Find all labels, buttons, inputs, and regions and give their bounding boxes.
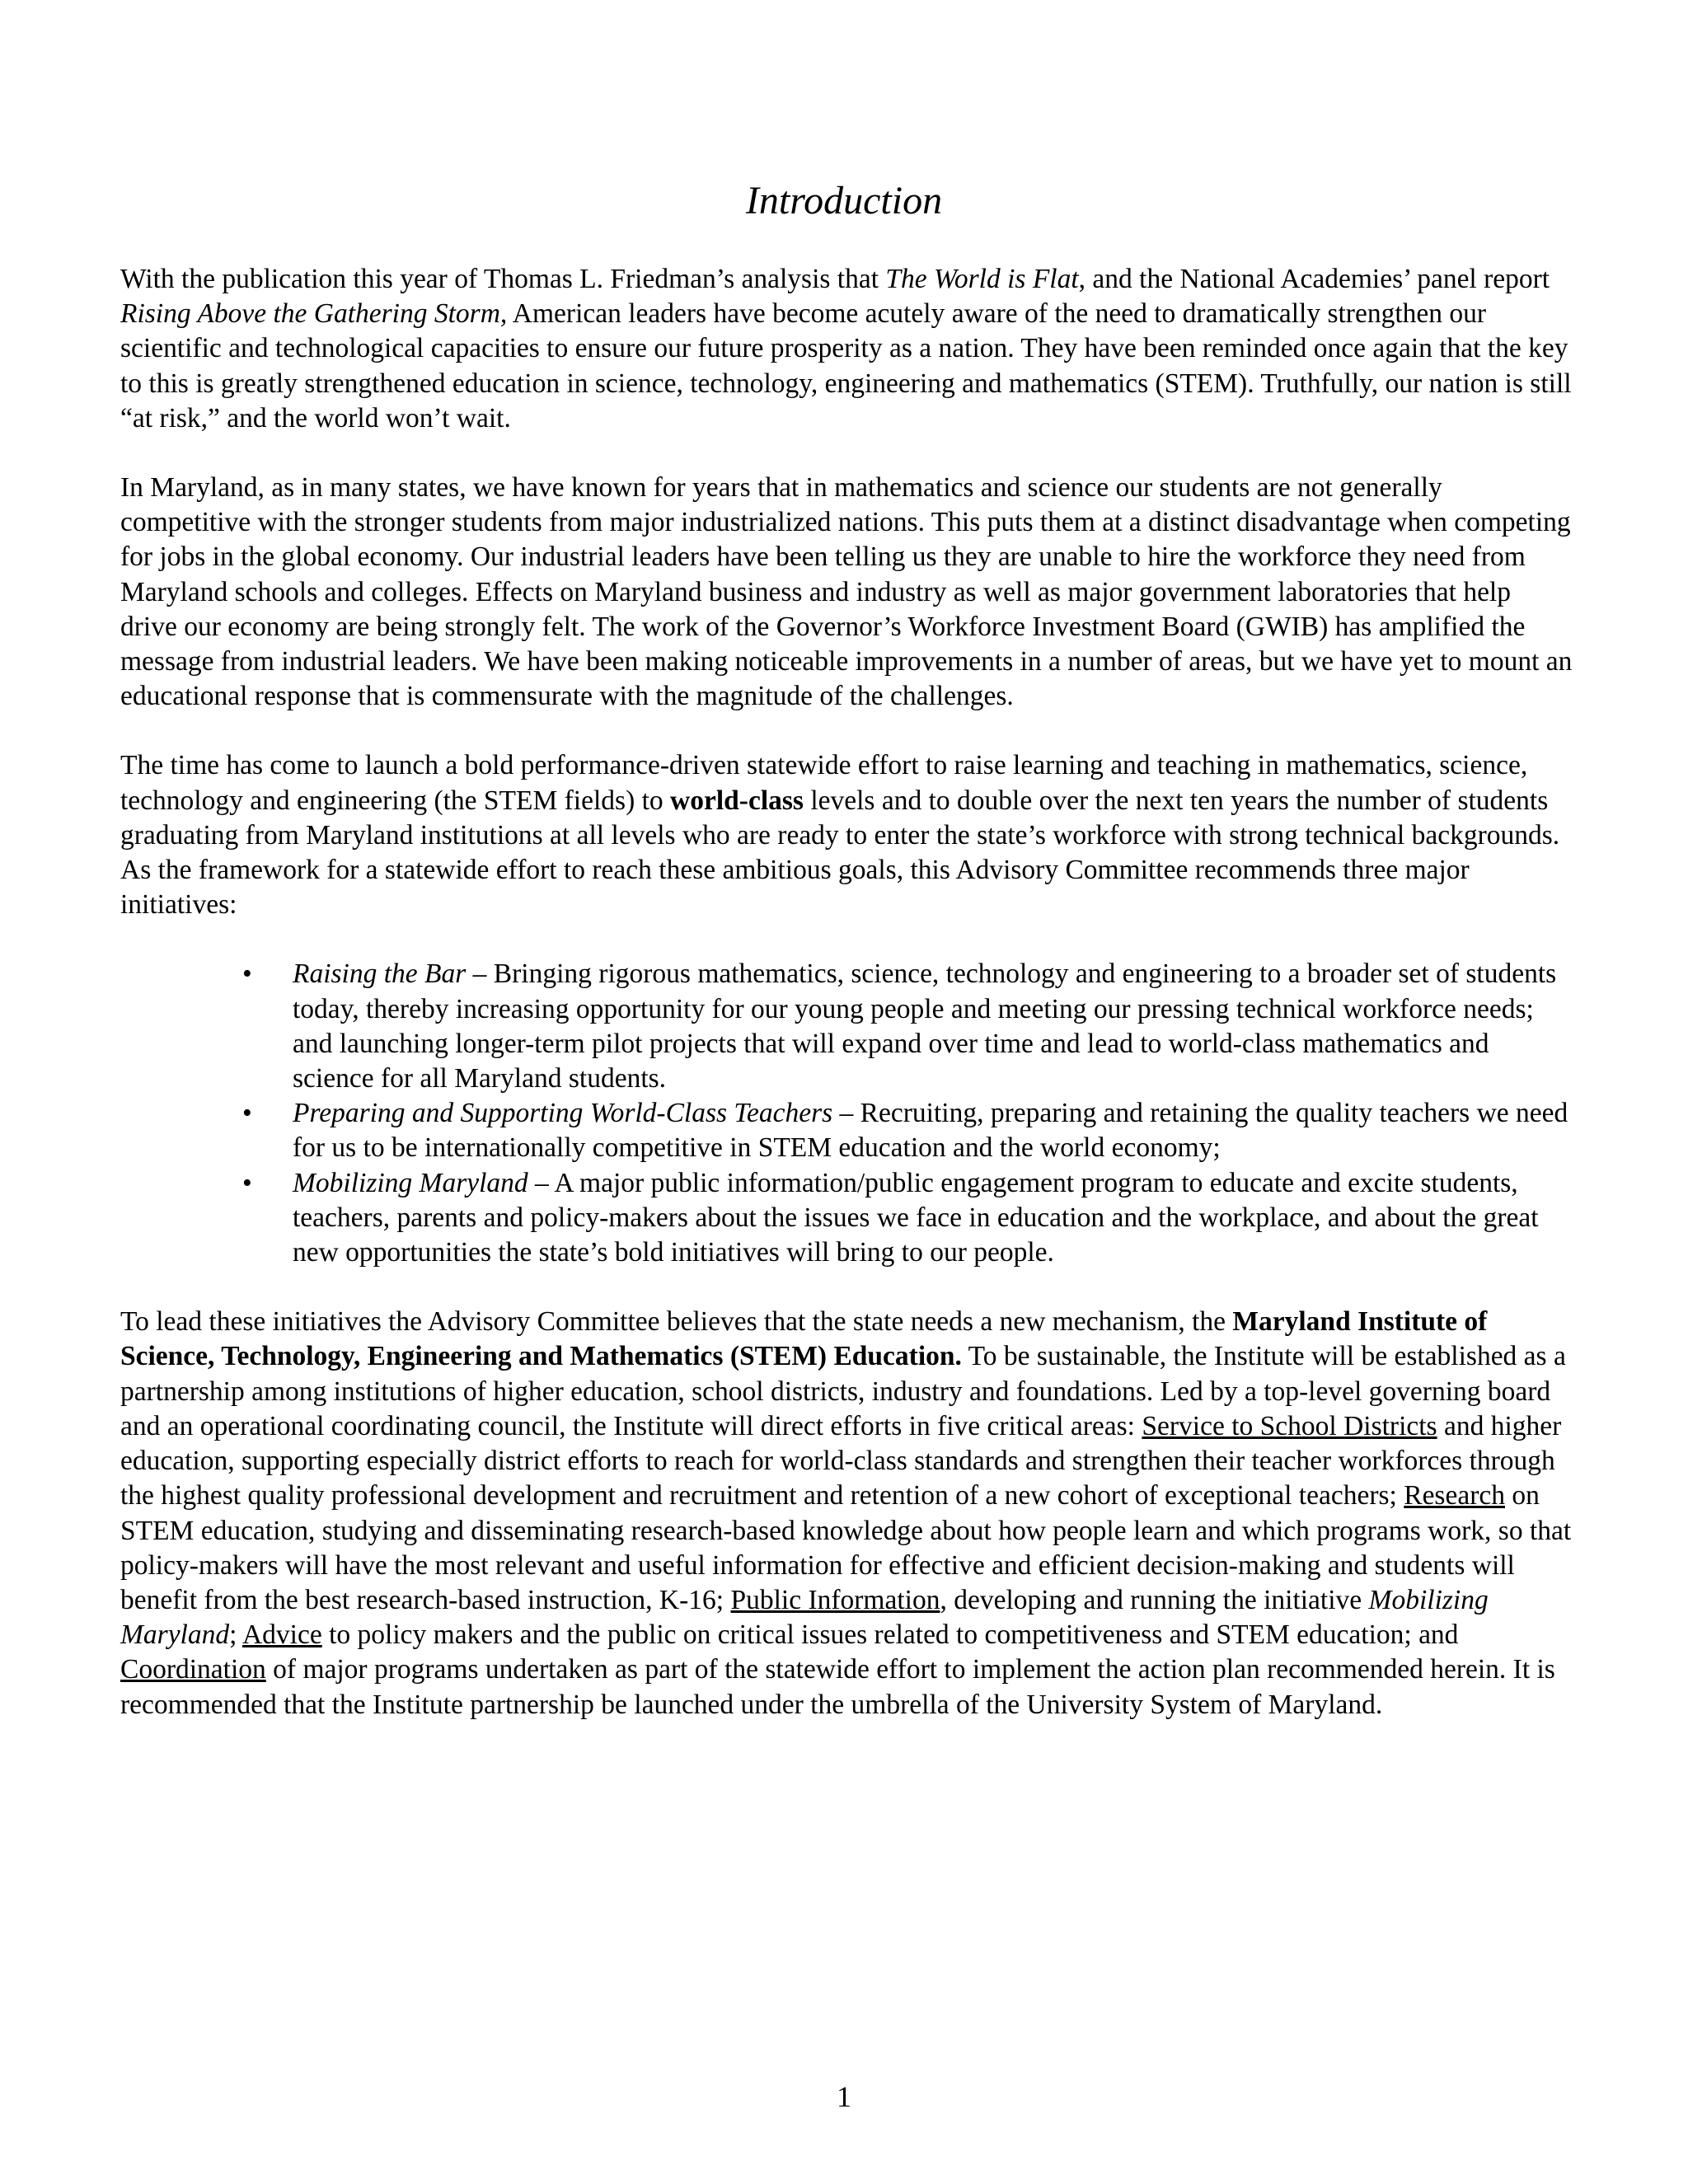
initiatives-list (120, 957, 1574, 1270)
area-advice: Advice (241, 1619, 322, 1651)
paragraph-4-text-4: on STEM education, studying and disseminating research-based knowledge about how people learn and which programs work, so that policy-makers will have the most relevant and useful information for effective and efficient decision-making and students will benefit from the best research-based instruction, K-16; (120, 1480, 1572, 1615)
page-title: Introduction (745, 179, 943, 223)
paragraph-4-text-8: of major programs undertaken as part of the statewide effort to implement the action plan recommended herein. It is recommended that the Institute partnership be launched under the umbrella of the University System of Maryland. (120, 1654, 1555, 1720)
paragraph-4-text-5: , developing and running the initiative (940, 1584, 1369, 1615)
paragraph-1-text-2: , and the National Academies’ panel report (1078, 264, 1550, 294)
paragraph-3-text-2: levels and to double over the next ten years the number of students graduating from Maryland institutions at all levels who are ready to enter the state’s workforce with strong technical backgrounds. As the framework for a statewide effort to reach these ambitious goals, this Advisory Committee recommends three major initiatives: (120, 785, 1560, 921)
paragraph-4-text-7: to policy makers and the public on critical issues related to competitiveness and STEM education; and (321, 1619, 1459, 1651)
initiative-name: Preparing and Supporting World-Class Teachers (293, 1098, 833, 1129)
bullet-icon: • (242, 1098, 252, 1129)
initiative-mobilizing-maryland (120, 1166, 1574, 1271)
institute-name: Maryland Institute of Science, Technology, Engineering and Mathematics (STEM) Education. (120, 1306, 1488, 1372)
book-title-world-is-flat: The World is Flat (885, 264, 1079, 294)
bullet-icon: • (242, 958, 252, 990)
paragraph-4-text-2: To be sustainable, the Institute will be established as a partnership among institutions of higher education, school districts, industry and foundations. Led by a top-level governing board and an operational coordinating council, the Institute will direct efforts in five critical areas: (120, 1341, 1566, 1441)
initiative-description: – Bringing rigorous mathematics, science, technology and engineering to a broader set of students today, thereby increasing opportunity for our young people and meeting our pressing technical workforce needs; and launching longer-term pilot projects that will expand over time and lead to world-class mathematics and science for all Maryland students. (293, 958, 1557, 1094)
area-research: Research (1404, 1480, 1505, 1511)
paragraph-4-text-3: and higher education, supporting especially district efforts to reach for world-class standards and strengthen their teacher workforces through the highest quality professional development and recruitment and retention of a new cohort of exceptional teachers; (120, 1410, 1562, 1511)
initiative-raising-the-bar (120, 957, 1574, 1096)
paragraph-3 (120, 748, 1574, 922)
area-public-information: Public Information (730, 1584, 940, 1615)
paragraph-3-text-1: The time has come to launch a bold performance-driven statewide effort to raise learning and teaching in mathematics, science, technology and engineering (the STEM fields) to (120, 750, 1528, 816)
paragraph-4 (120, 1305, 1574, 1722)
paragraph-1-text-1: With the publication this year of Thomas L. Friedman’s analysis that (120, 264, 886, 294)
paragraph-4-text-6: ; (229, 1619, 242, 1651)
area-service-to-school-districts: Service to School Districts (1142, 1410, 1437, 1441)
bullet-icon: • (242, 1167, 252, 1198)
initiative-name: Raising the Bar (293, 958, 467, 990)
document-body (120, 262, 1574, 1757)
paragraph-1-text-3: American leaders have become acutely aware of the need to dramatically strengthen our scientific and technological capacities to ensure our future prosperity as a nation. They have been reminded once again that the key to this is greatly strengthened education in science, technology, engineering and mathematics (STEM). Truthfully, our nation is still “at risk,” and the world won’t wait. (120, 298, 1572, 434)
initiative-description: – A major public information/public engagement program to educate and excite students, teachers, parents and policy-makers about the issues we face in education and the workplace, and about the great new opportunities the state’s bold initiatives will bring to our people. (293, 1167, 1539, 1268)
initiative-name: Mobilizing Maryland (293, 1167, 528, 1198)
world-class-emphasis: world-class (670, 785, 804, 816)
initiative-world-class-teachers (120, 1096, 1574, 1165)
paragraph-4-text-1: To lead these initiatives the Advisory Committee believes that the state needs a new mechanism, the (120, 1306, 1233, 1338)
report-title-gathering-storm: Rising Above the Gathering Storm, (120, 298, 508, 330)
paragraph-1 (120, 262, 1574, 436)
area-coordination: Coordination (120, 1654, 266, 1685)
initiative-reference-mobilizing-maryland: Mobilizing Maryland (120, 1584, 1489, 1651)
paragraph-2: In Maryland, as in many states, we have known for years that in mathematics and science our students are not generally competitive with the stronger students from major industrialized nations. This puts them at a distinct disadvantage when competing for jobs in the global economy. Our industrial leaders have been telling us they are unable to hire the workforce they need from Maryland schools and colleges. Effects on Maryland business and industry as well as major government laboratories that help drive our economy are being strongly felt. The work of the Governor’s Workforce Investment Board (GWIB) has amplified the message from industrial leaders. We have been making noticeable improvements in a number of areas, but we have yet to mount an educational response that is commensurate with the magnitude of the challenges. (120, 472, 1573, 712)
initiative-description: – Recruiting, preparing and retaining the quality teachers we need for us to be internationally competitive in STEM education and the world economy; (293, 1098, 1568, 1164)
page-number: 1 (837, 2080, 851, 2113)
